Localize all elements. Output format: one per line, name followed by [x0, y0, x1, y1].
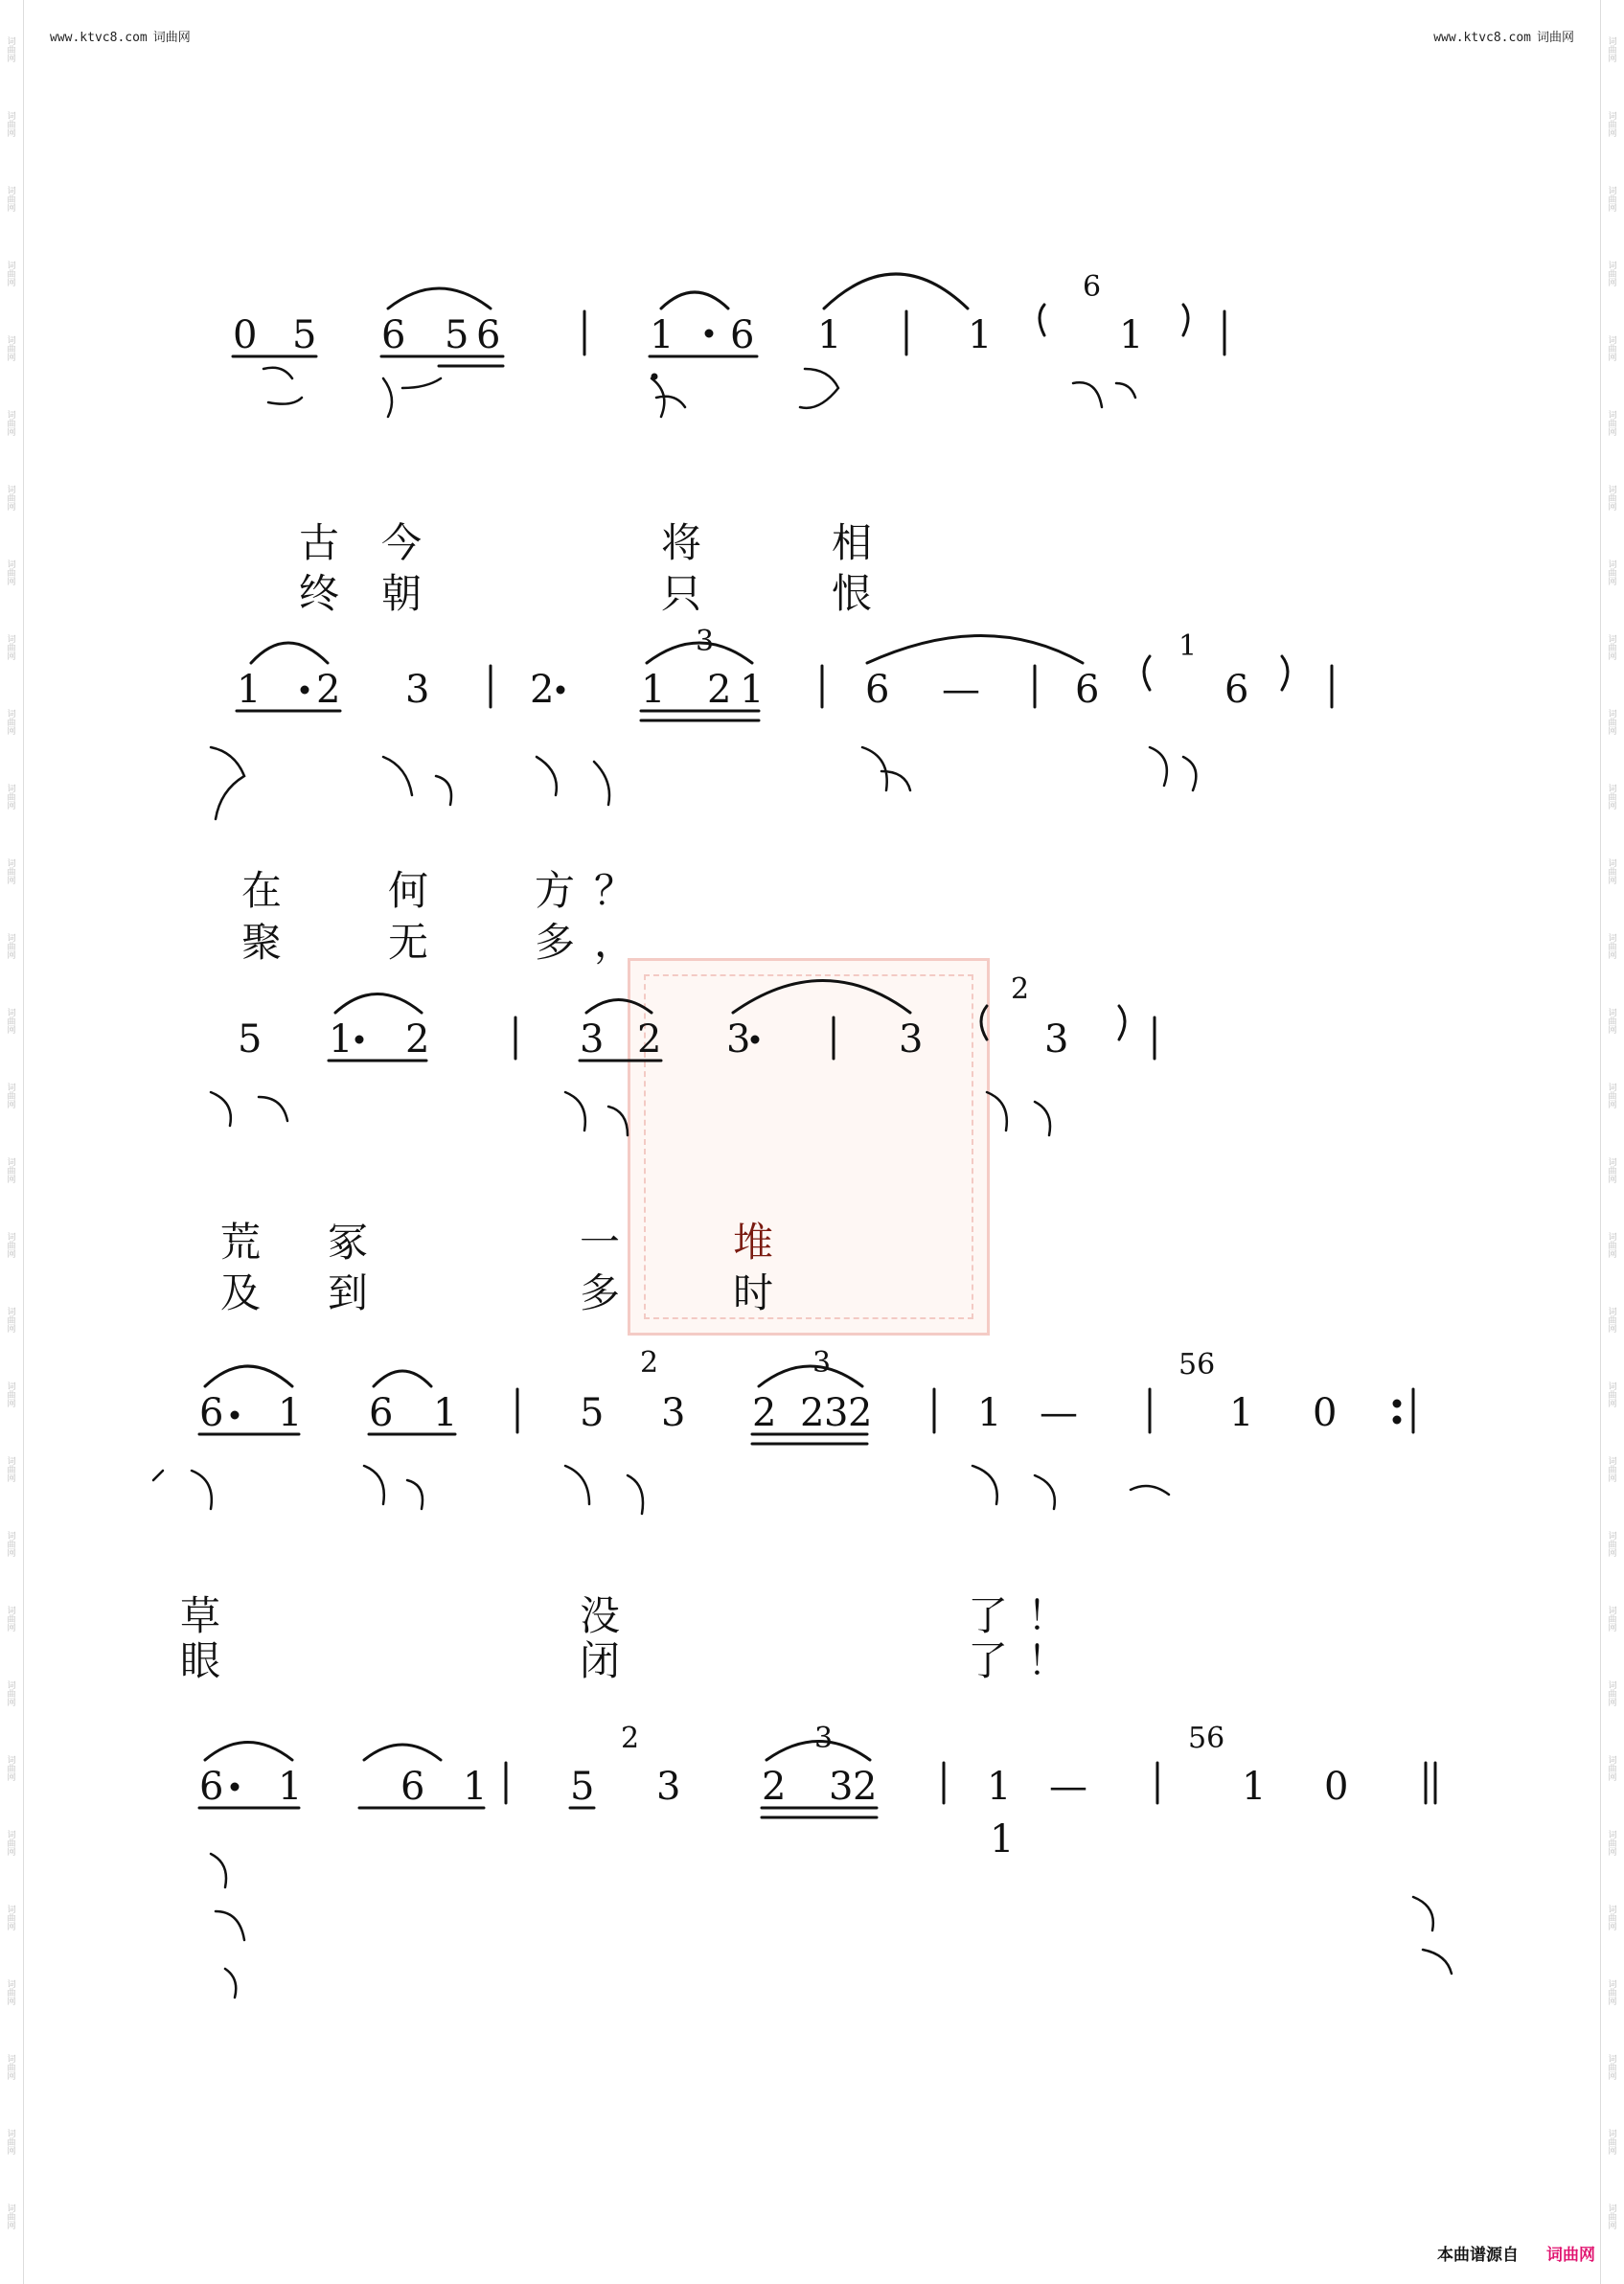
lyric: 多 [535, 919, 576, 966]
note: 2 [800, 1391, 825, 1435]
margin-watermark-mark: 词 曲 网 [1608, 262, 1617, 288]
margin-watermark-mark: 词 曲 网 [1608, 1233, 1617, 1260]
footer-logo[interactable]: 词曲网 [1546, 2246, 1595, 2265]
margin-watermark-mark: 词 曲 网 [1608, 187, 1617, 214]
note: 1 [1242, 1765, 1267, 1809]
grace-note: 6 [1083, 270, 1102, 304]
margin-watermark-mark: 词 曲 网 [7, 635, 16, 662]
note: 1 [817, 313, 842, 357]
margin-watermark-mark: 词 曲 网 [1608, 411, 1617, 438]
note: 6 [199, 1391, 224, 1435]
note: 5 [238, 1017, 263, 1062]
grace-note: 2 [640, 1346, 659, 1380]
lyric: 眼 [180, 1637, 221, 1684]
lyric: 到 [328, 1269, 369, 1316]
lyric: 冢 [328, 1219, 369, 1266]
margin-watermark-mark: 词 曲 网 [1608, 1158, 1617, 1185]
margin-watermark-mark: 词 曲 网 [1608, 2204, 1617, 2231]
note: 3 [829, 1765, 854, 1809]
lyric: 朝 [381, 570, 423, 617]
margin-watermark-mark: 词 曲 网 [1608, 859, 1617, 886]
margin-watermark-mark: 词 曲 网 [7, 411, 16, 438]
margin-watermark-mark: 词 曲 网 [7, 2130, 16, 2157]
note: 1 [278, 1765, 303, 1809]
lyric: 只 [661, 570, 702, 617]
note: 1 [433, 1391, 458, 1435]
margin-watermark-mark: 词 曲 网 [1608, 2130, 1617, 2157]
margin-watermark-mark: 词 曲 网 [7, 560, 16, 587]
note: 0 [1313, 1391, 1338, 1435]
note: 2 [762, 1765, 787, 1809]
note: 6 [1075, 668, 1100, 712]
margin-watermark-mark: 词 曲 网 [1608, 112, 1617, 139]
margin-watermark-mark: 词 曲 网 [1608, 1607, 1617, 1633]
margin-watermark-mark: 词 曲 网 [7, 1382, 16, 1409]
grace-note: 2 [1011, 972, 1030, 1006]
margin-watermark-mark: 词 曲 网 [7, 1009, 16, 1036]
note: 2 [637, 1017, 662, 1062]
margin-watermark-mark: 词 曲 网 [7, 1756, 16, 1783]
header-left-site: 词曲网 [152, 31, 191, 45]
note: 1 [968, 313, 993, 357]
margin-watermark-mark: 词 曲 网 [1608, 635, 1617, 662]
note: 5 [292, 313, 317, 357]
lyric: 闭 [580, 1637, 621, 1684]
lyric: 聚 [241, 919, 283, 966]
margin-watermark-mark: 词 曲 网 [1608, 1756, 1617, 1783]
note: 6 [730, 313, 755, 357]
margin-watermark-mark: 词 曲 网 [1608, 486, 1617, 513]
margin-watermark-mark: 词 曲 网 [1608, 785, 1617, 811]
note: 1 [463, 1765, 488, 1809]
lyric: 及 [220, 1269, 262, 1316]
margin-watermark-mark: 词 曲 网 [7, 859, 16, 886]
margin-watermark-mark: 词 曲 网 [7, 336, 16, 363]
note: 1 [278, 1391, 303, 1435]
header-left-url[interactable]: www.ktvc8.com [50, 31, 148, 45]
margin-watermark-mark: 词 曲 网 [7, 187, 16, 214]
note: 3 [726, 1017, 751, 1062]
margin-watermark-mark: 词 曲 网 [7, 1457, 16, 1484]
lyric: 今 [381, 519, 423, 566]
margin-watermark-mark: 词 曲 网 [1608, 1831, 1617, 1858]
lyric: 方 [535, 867, 576, 914]
grace-note: 56 [1178, 1348, 1216, 1382]
note: 3 [580, 1017, 605, 1062]
margin-watermark-mark: 词 曲 网 [7, 1158, 16, 1185]
note: — [1049, 1765, 1087, 1809]
note: 2 [848, 1391, 873, 1435]
footer-source-text: 本曲谱源自 [1437, 2246, 1519, 2265]
margin-watermark-mark: 词 曲 网 [1608, 37, 1617, 64]
lyric: 荒 [220, 1219, 262, 1266]
margin-watermark-mark: 词 曲 网 [7, 2204, 16, 2231]
margin-watermark-mark: 词 曲 网 [1608, 1532, 1617, 1559]
margin-watermark-mark: 词 曲 网 [1608, 1906, 1617, 1932]
lyric: 何 [388, 867, 429, 914]
margin-watermark-mark: 词 曲 网 [7, 1607, 16, 1633]
note: 2 [752, 1391, 777, 1435]
note: 6 [400, 1765, 425, 1809]
margin-watermark-mark: 词 曲 网 [1608, 710, 1617, 737]
margin-watermark-mark: 词 曲 网 [7, 785, 16, 811]
note: 1 [1119, 313, 1144, 357]
note: 5 [570, 1765, 595, 1809]
note: 1 [641, 668, 666, 712]
note: 2 [853, 1765, 878, 1809]
note: 0 [1324, 1765, 1349, 1809]
margin-watermark-mark: 词 曲 网 [1608, 1681, 1617, 1708]
lyric: 相 [832, 519, 873, 566]
note: 3 [1044, 1017, 1069, 1062]
note: — [1040, 1391, 1078, 1435]
header-right-site: 词曲网 [1536, 31, 1574, 45]
lyric: ！ [1027, 1592, 1068, 1639]
margin-watermark-mark: 词 曲 网 [1608, 1980, 1617, 2007]
lyric: 在 [241, 867, 283, 914]
note: 3 [656, 1765, 681, 1809]
margin-watermark-mark: 词 曲 网 [7, 112, 16, 139]
note: 1 [987, 1765, 1012, 1809]
grace-note: 3 [812, 1346, 832, 1380]
note: 6 [1224, 668, 1249, 712]
note: 1 [329, 1017, 354, 1062]
note: 2 [707, 668, 732, 712]
lyric: 了 [968, 1637, 1009, 1684]
note: 3 [899, 1017, 924, 1062]
note: 1 [740, 668, 765, 712]
margin-watermark-mark: 词 曲 网 [7, 1532, 16, 1559]
note: 1 [990, 1817, 1015, 1861]
lyric: ， [594, 919, 635, 966]
margin-watermark-mark: 词 曲 网 [7, 1084, 16, 1110]
note: 5 [445, 313, 469, 357]
margin-watermark-mark: 词 曲 网 [7, 1308, 16, 1335]
lyric: 堆 [733, 1219, 774, 1266]
margin-watermark-mark: 词 曲 网 [7, 1980, 16, 2007]
lyric: 将 [661, 519, 702, 566]
note: 2 [405, 1017, 430, 1062]
margin-watermark-mark: 词 曲 网 [7, 37, 16, 64]
lyric: 没 [580, 1592, 621, 1639]
margin-watermark-mark: 词 曲 网 [1608, 336, 1617, 363]
lyric: 多 [580, 1269, 621, 1316]
note: 6 [865, 668, 890, 712]
margin-watermark-mark: 词 曲 网 [1608, 1009, 1617, 1036]
note: 5 [580, 1391, 605, 1435]
grace-note: 2 [621, 1722, 640, 1755]
margin-watermark-mark: 词 曲 网 [1608, 934, 1617, 961]
note: 0 [233, 313, 258, 357]
grace-note: 56 [1188, 1722, 1225, 1755]
note: 3 [405, 668, 430, 712]
note: 6 [476, 313, 501, 357]
note: 1 [977, 1391, 1002, 1435]
note: 2 [316, 668, 341, 712]
note: 1 [650, 313, 675, 357]
margin-watermark-mark: 词 曲 网 [7, 1906, 16, 1932]
grace-note: 3 [696, 625, 715, 658]
note: 3 [824, 1391, 849, 1435]
lyric: 恨 [832, 570, 873, 617]
lyric: 终 [299, 570, 340, 617]
note: 6 [369, 1391, 394, 1435]
note: 1 [237, 668, 262, 712]
lyric: ！ [1027, 1637, 1068, 1684]
lyric: 了 [968, 1592, 1009, 1639]
margin-watermark-mark: 词 曲 网 [1608, 1308, 1617, 1335]
margin-watermark-mark: 词 曲 网 [7, 1681, 16, 1708]
note: 1 [1229, 1391, 1254, 1435]
margin-watermark-mark: 词 曲 网 [1608, 560, 1617, 587]
margin-watermark-mark: 词 曲 网 [1608, 1382, 1617, 1409]
note: 2 [530, 668, 555, 712]
margin-watermark-mark: 词 曲 网 [7, 486, 16, 513]
lyric: 时 [733, 1269, 774, 1316]
margin-watermark-mark: 词 曲 网 [1608, 2055, 1617, 2082]
lyric: 一 [580, 1219, 621, 1266]
lyric: 无 [388, 919, 429, 966]
note: 6 [199, 1765, 224, 1809]
lyric: ？ [594, 867, 635, 914]
header-right-url[interactable]: www.ktvc8.com [1433, 31, 1531, 45]
note: 6 [381, 313, 406, 357]
lyric: 草 [180, 1592, 221, 1639]
margin-watermark-mark: 词 曲 网 [7, 1233, 16, 1260]
margin-watermark-mark: 词 曲 网 [7, 2055, 16, 2082]
grace-note: 3 [814, 1722, 834, 1755]
margin-watermark-mark: 词 曲 网 [1608, 1084, 1617, 1110]
lyric: 古 [299, 519, 340, 566]
note: 3 [661, 1391, 686, 1435]
margin-watermark-mark: 词 曲 网 [7, 710, 16, 737]
grace-note: 1 [1178, 629, 1198, 663]
margin-watermark-mark: 词 曲 网 [7, 262, 16, 288]
margin-watermark-mark: 词 曲 网 [7, 1831, 16, 1858]
margin-watermark-mark: 词 曲 网 [7, 934, 16, 961]
note: — [942, 668, 980, 712]
margin-watermark-mark: 词 曲 网 [1608, 1457, 1617, 1484]
